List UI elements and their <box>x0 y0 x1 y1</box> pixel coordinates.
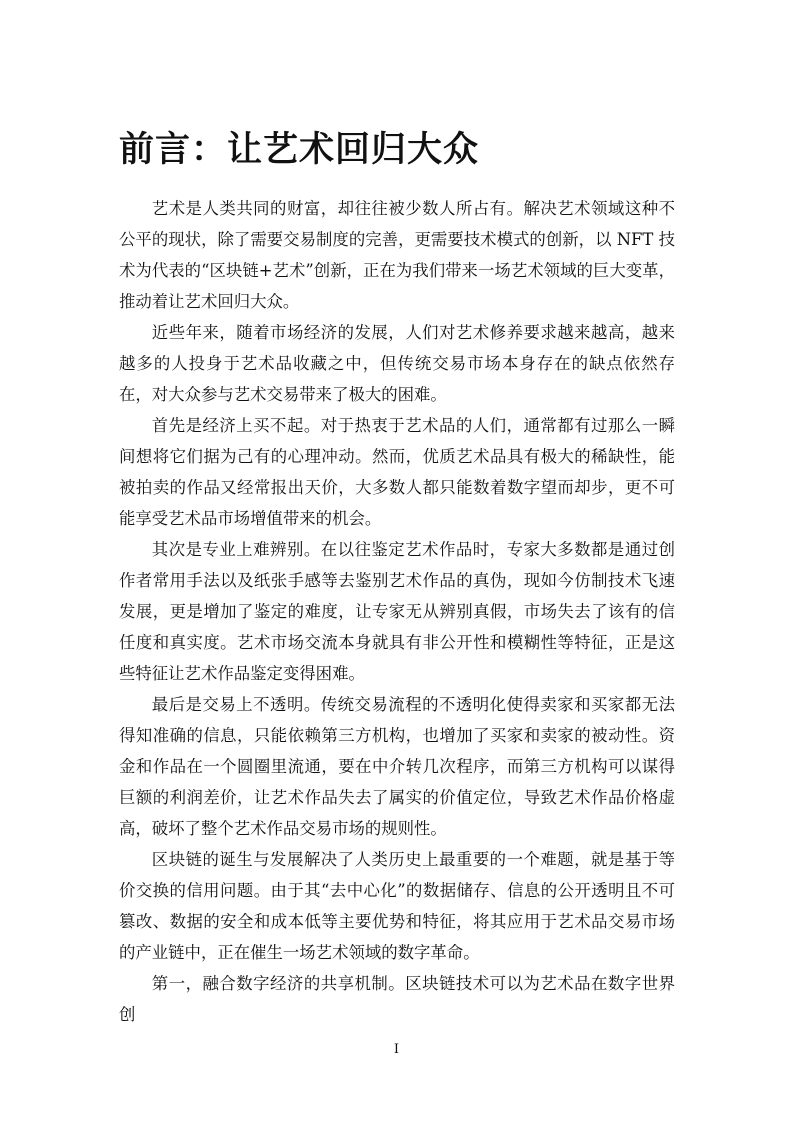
paragraph: 第一，融合数字经济的共享机制。区块链技术可以为艺术品在数字世界创 <box>119 974 675 1024</box>
paragraph: 艺术是人类共同的财富，却往往被少数人所占有。解决艺术领域这种不公平的现状，除了需要交易制度的完善，更需要技术模式的创新，以 NFT 技术为代表的“区块链+艺术”创新，正在为我们带来一场艺术领域的巨大变革，推动着让艺术回归大众。 <box>119 199 675 311</box>
page-number: I <box>393 1042 400 1057</box>
page-title: 前言：让艺术回归大众 <box>119 129 480 170</box>
body-text <box>119 193 675 1030</box>
paragraph: 区块链的诞生与发展解决了人类历史上最重要的一个难题，就是基于等价交换的信用问题。由于其“去中心化”的数据储存、信息的公开透明且不可篡改、数据的安全和成本低等主要优势和特征，将其应用于艺术品交易市场的产业链中，正在催生一场艺术领域的数字革命。 <box>119 850 675 962</box>
paragraph: 其次是专业上难辨别。在以往鉴定艺术作品时，专家大多数都是通过创作者常用手法以及纸张手感等去鉴别艺术作品的真伪，现如今仿制技术飞速发展，更是增加了鉴定的难度，让专家无从辨别真假，市场失去了该有的信任度和真实度。艺术市场交流本身就具有非公开性和模糊性等特征，正是这些特征让艺术作品鉴定变得困难。 <box>119 540 675 683</box>
paragraph: 最后是交易上不透明。传统交易流程的不透明化使得卖家和买家都无法得知准确的信息，只能依赖第三方机构，也增加了买家和卖家的被动性。资金和作品在一个圆圈里流通，要在中介转几次程序，而第三方机构可以谋得巨额的利润差价，让艺术作品失去了属实的价值定位，导致艺术作品价格虚高，破坏了整个艺术作品交易市场的规则性。 <box>119 695 675 838</box>
paragraph: 近些年来，随着市场经济的发展，人们对艺术修养要求越来越高，越来越多的人投身于艺术品收藏之中，但传统交易市场本身存在的缺点依然存在，对大众参与艺术交易带来了极大的困难。 <box>119 323 675 404</box>
paragraph: 首先是经济上买不起。对于热衷于艺术品的人们，通常都有过那么一瞬间想将它们据为己有的心理冲动。然而，优质艺术品具有极大的稀缺性，能被拍卖的作品又经常报出天价，大多数人都只能数着数字望而却步，更不可能享受艺术品市场增值带来的机会。 <box>119 416 675 528</box>
